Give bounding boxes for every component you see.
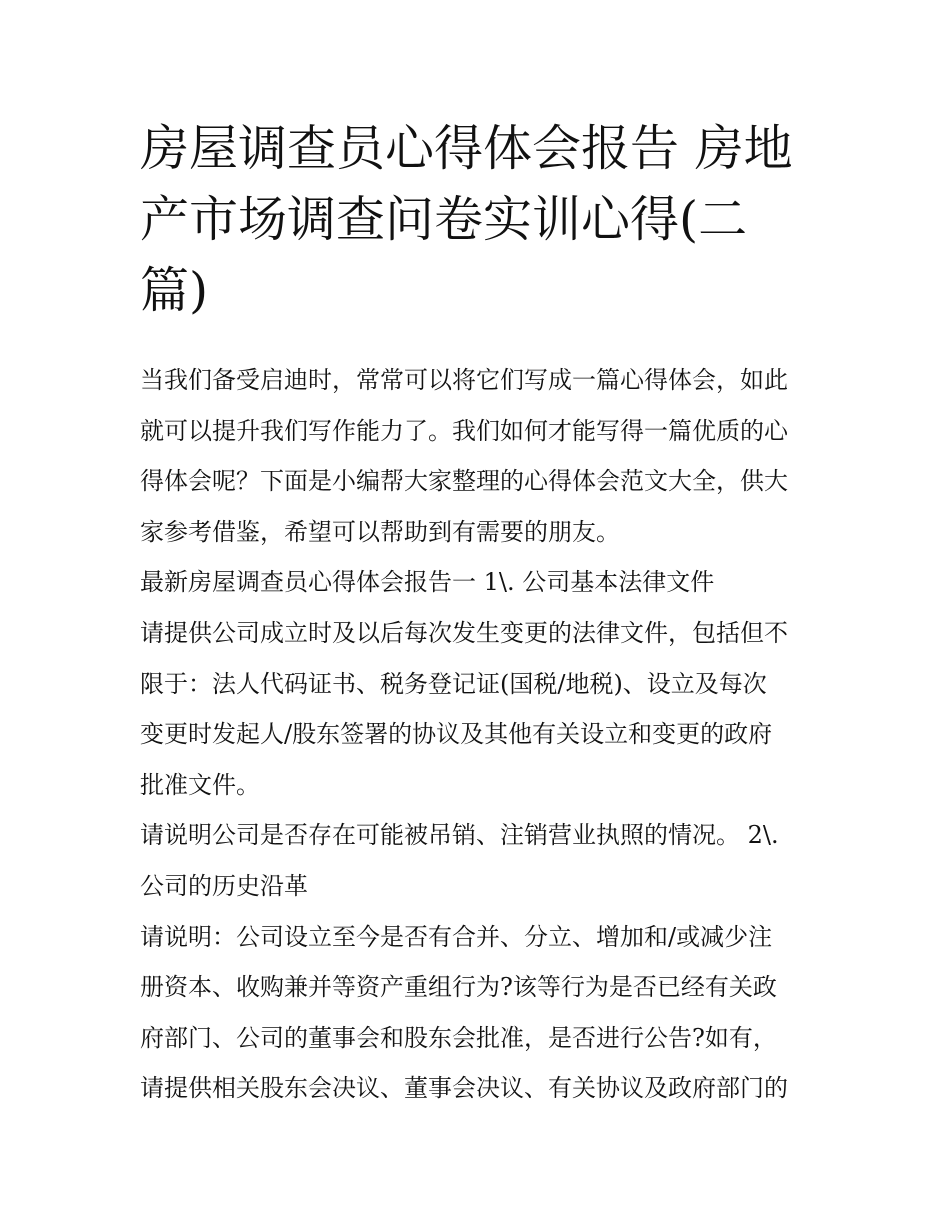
body-line: 批准文件。 <box>140 770 260 799</box>
document-title <box>140 113 820 326</box>
document-body <box>140 355 830 1114</box>
body-line: 请说明公司是否存在可能被吊销、注销营业执照的情况。 2\. <box>140 821 779 850</box>
body-line: 限于：法人代码证书、税务登记证(国税/地税)、设立及每次 <box>140 669 767 698</box>
section-heading-line: 最新房屋调查员心得体会报告一 1\. 公司基本法律文件 <box>140 568 715 597</box>
body-line: 就可以提升我们写作能力了。我们如何才能写得一篇优质的心 <box>140 416 788 445</box>
body-line: 请说明：公司设立至今是否有合并、分立、增加和/或减少注 <box>140 922 773 951</box>
body-line: 请提供公司成立时及以后每次发生变更的法律文件，包括但不 <box>140 618 788 647</box>
body-line: 变更时发起人/股东签署的协议及其他有关设立和变更的政府 <box>140 720 773 749</box>
body-line: 府部门、公司的董事会和股东会批准，是否进行公告?如有， <box>140 1023 777 1052</box>
title-line: 篇) <box>140 262 209 319</box>
body-line: 得体会呢？下面是小编帮大家整理的心得体会范文大全，供大 <box>140 467 788 496</box>
section-heading-line: 公司的历史沿革 <box>140 871 308 900</box>
body-line: 请提供相关股东会决议、董事会决议、有关协议及政府部门的 <box>140 1074 788 1103</box>
title-line: 房屋调查员心得体会报告 房地 <box>140 120 793 177</box>
body-line: 当我们备受启迪时，常常可以将它们写成一篇心得体会，如此 <box>140 366 788 394</box>
body-line: 家参考借鉴，希望可以帮助到有需要的朋友。 <box>140 517 620 546</box>
title-line: 产市场调查问卷实训心得(二 <box>140 191 748 248</box>
body-line: 册资本、收购兼并等资产重组行为?该等行为是否已经有关政 <box>140 973 777 1002</box>
